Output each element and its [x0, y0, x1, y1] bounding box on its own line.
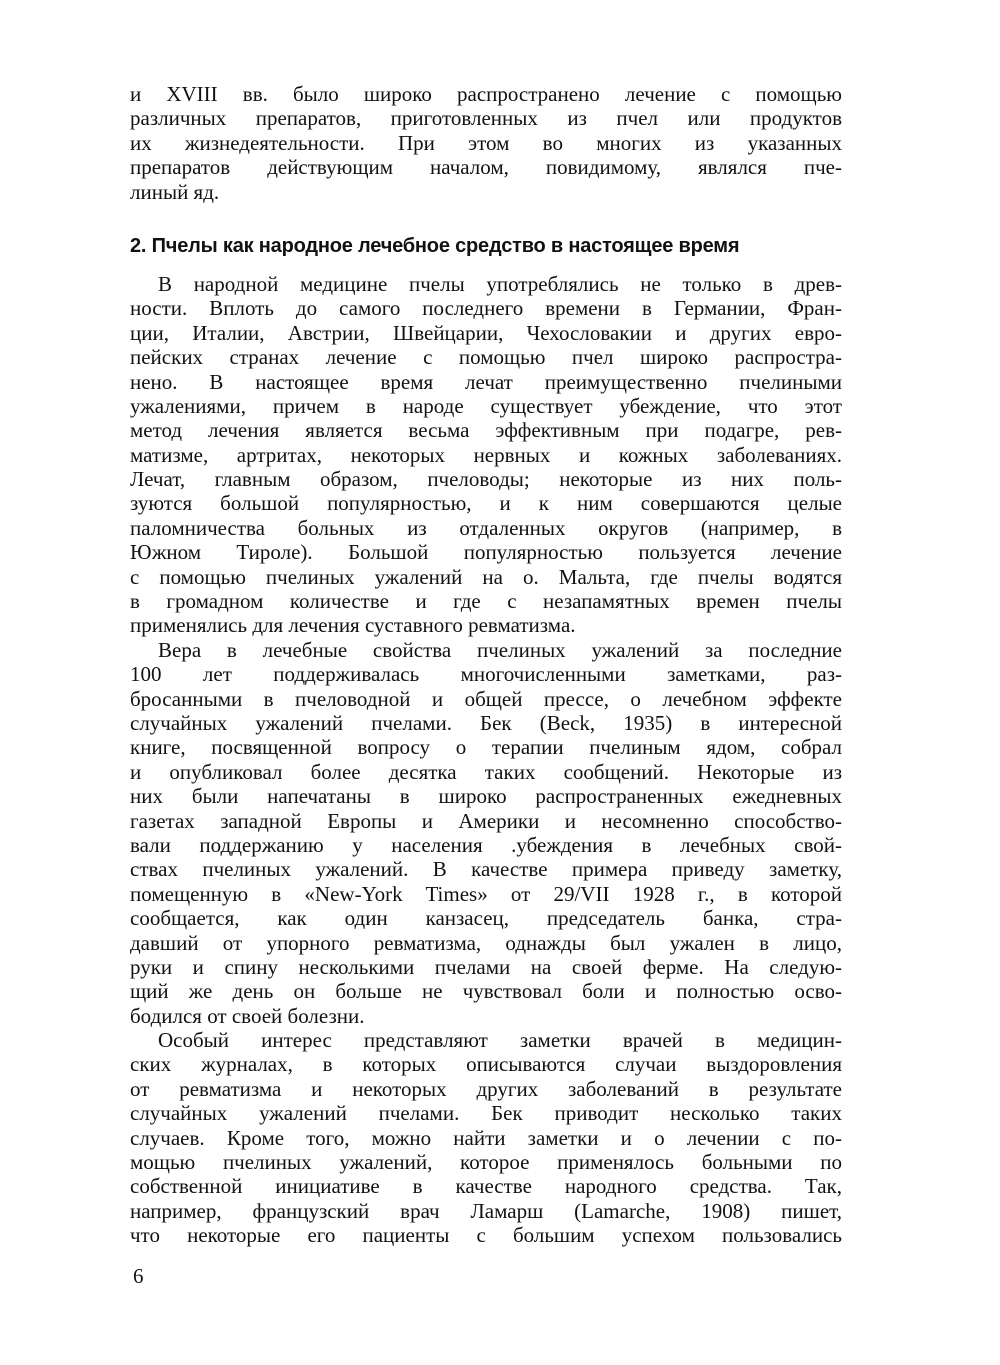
text-line: случаев. Кроме того, можно найти заметки и о лечении с по-: [130, 1125, 842, 1150]
text-line: ских журналах, в которых описываются случаи выздоровления: [130, 1052, 842, 1077]
text-line: случайных ужалений пчелами. Бек приводит несколько таких: [130, 1101, 842, 1126]
text-line: паломничества больных из отдаленных округов (например, в: [130, 515, 842, 540]
text-line: мощью пчелиных ужалений, которое применялось больными по: [130, 1150, 842, 1175]
text-line: в громадном количестве и где с незапамятных времен пчелы: [130, 589, 842, 614]
page-number: 6: [133, 1264, 144, 1288]
intro-paragraph: [130, 82, 842, 204]
section-body: [130, 272, 842, 1248]
text-line: ции, Италии, Австрии, Швейцарии, Чехословакии и других евро-: [130, 320, 842, 345]
text-line: матизме, артритах, некоторых нервных и кожных заболеваниях.: [130, 442, 842, 467]
text-line: книге, посвященной вопросу о терапии пчелиным ядом, собрал: [130, 735, 842, 760]
text-line: Южном Тироле). Большой популярностью пользуется лечение: [130, 540, 842, 565]
text-line: газетах западной Европы и Америки и несомненно способство-: [130, 808, 842, 833]
text-line: щий же день он больше не чувствовал боли и полностью осво-: [130, 979, 842, 1004]
section-heading: 2. Пчелы как народное лечебное средство в настоящее время: [130, 234, 740, 257]
text-line: зуются большой популярностью, и к ним совершаются целые: [130, 491, 842, 516]
text-line: вали поддержанию у населения .убеждения в лечебных свой-: [130, 832, 842, 857]
text-line: применялись для лечения суставного ревматизма.: [130, 613, 576, 638]
text-line: Вера в лечебные свойства пчелиных ужалений за последние: [158, 637, 842, 662]
text-line: ствах пчелиных ужалений. В качестве примера приведу заметку,: [130, 857, 842, 882]
paragraph: [130, 1028, 842, 1248]
text-line: собственной инициативе в качестве народного средства. Так,: [130, 1174, 842, 1199]
text-line: Особый интерес представляют заметки врачей в медицин-: [158, 1028, 842, 1053]
text-line: препаратов действующим началом, повидимому, являлся пче-: [130, 155, 842, 180]
paragraph: [130, 272, 842, 638]
page-body: [130, 82, 842, 1248]
text-line: помещенную в «New-York Times» от 29/VII 1928 г., в которой: [130, 881, 842, 906]
text-line: случайных ужалений пчелами. Бек (Beck, 1935) в интересной: [130, 710, 842, 735]
text-line: например, французский врач Ламарш (Lamarche, 1908) пишет,: [130, 1198, 842, 1223]
text-line: них были напечатаны в широко распространенных ежедневных: [130, 784, 842, 809]
text-line: руки и спину несколькими пчелами на своей ферме. На следую-: [130, 954, 842, 979]
text-line: ужалениями, причем в народе существует убеждение, что этот: [130, 393, 842, 418]
text-line: линый яд.: [130, 179, 220, 204]
text-line: с помощью пчелиных ужалений на о. Мальта, где пчелы водятся: [130, 564, 842, 589]
text-line: сообщается, как один канзасец, председатель банка, стра-: [130, 906, 842, 931]
text-line: и опубликовал более десятка таких сообщений. Некоторые из: [130, 759, 842, 784]
text-line: 100 лет поддерживалась многочисленными заметками, раз-: [130, 662, 842, 687]
text-line: давший от упорного ревматизма, однажды был ужален в лицо,: [130, 930, 842, 955]
text-line: метод лечения является весьма эффективным при подагре, рев-: [130, 418, 842, 443]
text-line: их жизнедеятельности. При этом во многих из указанных: [130, 130, 842, 155]
text-line: Лечат, главным образом, пчеловоды; некоторые из них поль-: [130, 467, 842, 492]
text-line: бодился от своей болезни.: [130, 1003, 365, 1028]
text-line: бросанными в пчеловодной и общей прессе, о лечебном эффекте: [130, 686, 842, 711]
text-line: ности. Вплоть до самого последнего времени в Германии, Фран-: [130, 296, 842, 321]
text-line: пейских странах лечение с помощью пчел широко распростра-: [130, 345, 842, 370]
text-line: и XVIII вв. было широко распространено лечение с помощью: [130, 82, 842, 106]
paragraph: [130, 638, 842, 1028]
text-line: нено. В настоящее время лечат преимущественно пчелиными: [130, 369, 842, 394]
text-line: В народной медицине пчелы употреблялись не только в древ-: [158, 271, 842, 296]
text-line: различных препаратов, приготовленных из пчел или продуктов: [130, 106, 842, 131]
text-line: что некоторые его пациенты с большим успехом пользовались: [130, 1223, 842, 1248]
text-line: от ревматизма и некоторых других заболеваний в результате: [130, 1076, 842, 1101]
